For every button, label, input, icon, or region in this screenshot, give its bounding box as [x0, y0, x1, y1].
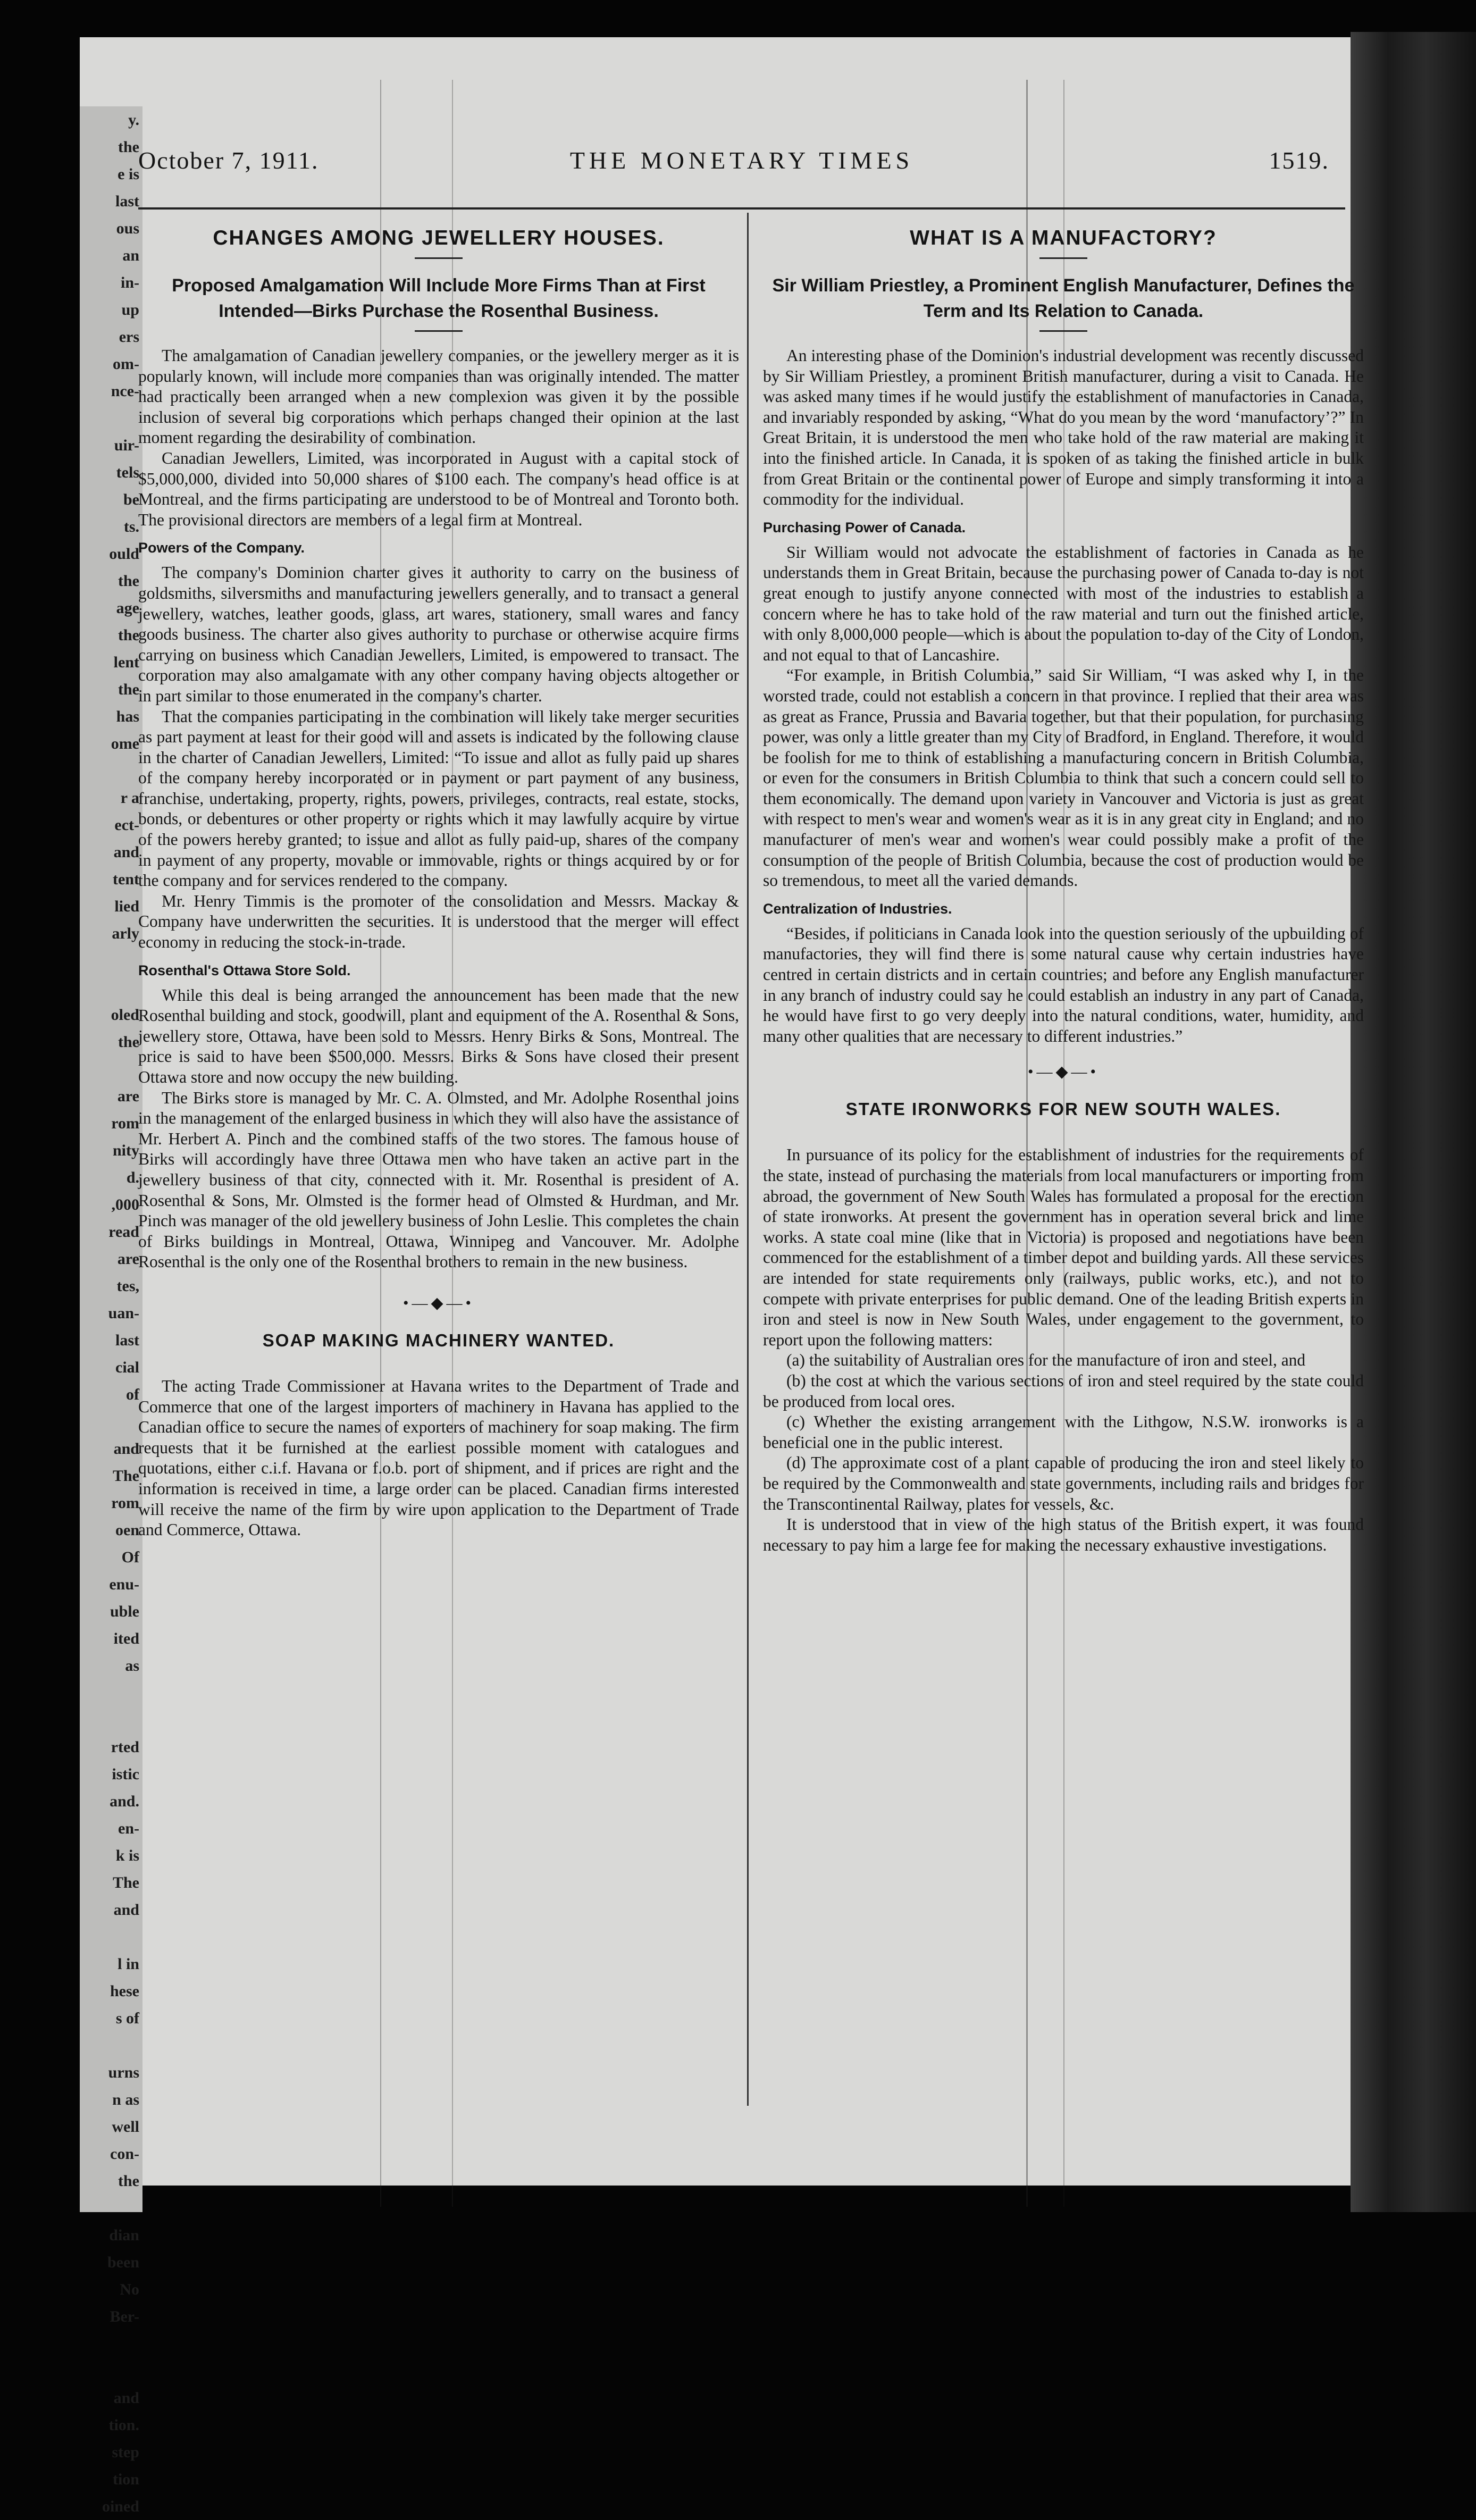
margin-fragment: om- [113, 355, 139, 373]
ornament-divider: •—◆—• [402, 1294, 475, 1312]
margin-fragment: tion [112, 2471, 139, 2488]
margin-fragment: The [112, 1874, 139, 1891]
margin-fragment: No [120, 2281, 139, 2298]
list-item: (a) the suitability of Australian ores for the manufacture of iron and steel, and [786, 1351, 1306, 1370]
column-divider [747, 213, 749, 2106]
deck: Proposed Amalgamation Will Include More Firms Than at First Intended—Birks Purchase the Rosenthal Business. [172, 275, 706, 321]
book-spine-edge [1351, 32, 1476, 2212]
margin-fragment: d. [126, 1169, 139, 1186]
margin-fragment: tion. [108, 2416, 139, 2434]
margin-fragment: dian [109, 2226, 139, 2244]
paragraph: The amalgamation of Canadian jewellery companies, or the jewellery merger as it is popularly known, will include more companies than was originally intended. The matter had practically been arranged when a new complexion was given it by the possible inclusion of several big corporations which perhaps changed their opinion at the last moment regarding the desirability of combination. [138, 346, 739, 447]
margin-fragment: k is [115, 1847, 139, 1864]
margin-fragment: the [118, 138, 139, 156]
margin-fragment: en- [118, 1820, 139, 1837]
paragraph: The company's Dominion charter gives it authority to carry on the business of goldsmiths, silversmiths and manufacturing jewellers generally, and to transact a general jewellery, watches, leather goods, glass, art wares, stationery, small wares and fancy goods business. The charter also gives authority to purchase or otherwise acquire firms carrying on business which Canadian Jewellers, Limited, is empowered to transact. The corporation may also amalgamate with any other company having objects altogether or in part similar to those enumerated in the company's charter. [138, 563, 739, 705]
adjacent-page-fragment [80, 106, 142, 2515]
margin-fragment: y. [128, 111, 139, 129]
margin-fragment: the [118, 626, 139, 644]
margin-fragment: are [117, 1250, 139, 1268]
margin-fragment: uble [110, 1603, 139, 1620]
margin-fragment: and [113, 1901, 139, 1919]
subhead: Purchasing Power of Canada. [763, 519, 966, 535]
short-rule [415, 330, 463, 332]
list-item: (c) Whether the existing arrangement with the Lithgow, N.S.W. ironworks is a beneficial one in the public interest. [763, 1412, 1364, 1452]
margin-fragment: lent [113, 654, 139, 671]
paragraph: Mr. Henry Timmis is the promoter of the consolidation and Messrs. Mackay & Company have underwritten the securities. It is understood that the merger will effect economy in reducing the stock-in-trade. [138, 891, 739, 952]
margin-fragment: s of [115, 2010, 139, 2027]
margin-fragment: oined [102, 2498, 139, 2515]
margin-fragment: Ber- [110, 2308, 139, 2325]
margin-fragment: n as [112, 2091, 139, 2108]
margin-fragment [80, 2357, 142, 2384]
publication-title: THE MONETARY TIMES [569, 147, 914, 174]
deck: Sir William Priestley, a Prominent English Manufacturer, Defines the Term and Its Relation to Canada. [772, 275, 1355, 321]
margin-fragment: rted [111, 1738, 139, 1756]
headline: SOAP MAKING MACHINERY WANTED. [262, 1330, 615, 1350]
masthead-rule [138, 207, 1345, 210]
margin-fragment: and. [110, 1793, 139, 1810]
margin-fragment: oen [115, 1521, 139, 1539]
left-column [138, 223, 739, 1541]
margin-fragment: arly [112, 925, 139, 942]
margin-fragment [80, 1706, 142, 1734]
margin-fragment [80, 1923, 142, 1950]
film-scratch [380, 80, 381, 2207]
margin-fragment: oled [111, 1006, 139, 1024]
subhead: Powers of the Company. [138, 540, 305, 556]
issue-date: October 7, 1911. [138, 147, 319, 174]
margin-fragment: ect- [114, 816, 139, 834]
margin-fragment: read [108, 1223, 139, 1241]
margin-fragment: ,000 [111, 1196, 139, 1213]
paragraph: In pursuance of its policy for the establishment of industries for the requirements of the state, instead of purchasing the materials from local manufacturers or importing from abroad, the government of New South Wales has formulated a proposal for the erection of state ironworks. At present the government has in operation several brick and lime works. A state coal mine (like that in Victoria) is proposed and negotiations have been commenced for the establishment of a timber depot and building yards. All these services are intended for state requirements only (railways, public works, etc.), and not to compete with private enterprises for public demand. One of the leading British experts in iron and steel is now in New South Wales, under engagement to the government, to report upon the following matters: [763, 1145, 1364, 1349]
margin-fragment: uan- [108, 1304, 139, 1322]
margin-fragment: hese [110, 1982, 139, 2000]
margin-fragment: nce- [111, 382, 139, 400]
margin-fragment: the [118, 1033, 139, 1051]
margin-fragment: age [116, 599, 139, 617]
margin-fragment: has [116, 708, 139, 725]
margin-fragment: cial [115, 1359, 139, 1376]
paragraph: The Birks store is managed by Mr. C. A. Olmsted, and Mr. Adolphe Rosenthal joins in the management of the enlarged business in which they will also have the assistance of Mr. Herbert A. Pinch and the combined staffs of the two stores. The famous house of Birks will accordingly have three Ottawa men who have taken an active part in the jewellery business of that city, connected with it. Mr. Rosenthal is president of A. Rosenthal & Sons, Mr. Olmsted is the former head of Olmsted & Hurdman, and Mr. Pinch was manager of the old jewellery business of John Leslie. This completes the chain of Birks buildings in Montreal, Ottawa, Winnipeg and Vancouver. Mr. Adolphe Rosenthal is the only one of the Rosenthal brothers to remain in the new business. [138, 1088, 739, 1271]
margin-fragment: ould [109, 545, 139, 563]
margin-fragment: and [113, 843, 139, 861]
masthead [138, 146, 1345, 183]
subhead: Centralization of Industries. [763, 900, 952, 917]
subhead: Rosenthal's Ottawa Store Sold. [138, 962, 351, 978]
margin-fragment: an [122, 247, 139, 264]
margin-fragment [80, 1056, 142, 1083]
film-scratch [1026, 80, 1028, 2207]
short-rule [415, 257, 463, 259]
paragraph: While this deal is being arranged the announcement has been made that the new Rosenthal building and stock, goodwill, plant and equipment of the A. Rosenthal & Sons, jewellery store, Ottawa, have been sold to Messrs. Henry Birks & Sons, Montreal. The price is said to have been $500,000. Messrs. Birks & Sons have closed their present Ottawa store and now occupy the new building. [138, 985, 739, 1086]
margin-fragment: the [118, 572, 139, 590]
margin-fragment: well [112, 2118, 139, 2136]
margin-fragment: e is [118, 165, 139, 183]
margin-fragment: nity [112, 1142, 139, 1159]
margin-fragment: ts. [123, 518, 139, 535]
headline: STATE IRONWORKS FOR NEW SOUTH WALES. [845, 1099, 1281, 1119]
margin-fragment: of [126, 1386, 139, 1403]
film-scratch [452, 80, 453, 2207]
margin-fragment: are [117, 1087, 139, 1105]
margin-fragment: and [113, 2389, 139, 2407]
margin-fragment: istic [112, 1765, 139, 1783]
headline: CHANGES AMONG JEWELLERY HOUSES. [213, 227, 665, 249]
margin-fragment: tels [116, 464, 139, 481]
margin-fragment: l in [118, 1955, 139, 1973]
margin-fragment: Of [121, 1548, 139, 1566]
margin-fragment [80, 947, 142, 974]
margin-fragment: uir- [114, 437, 139, 454]
margin-fragment: con- [110, 2145, 139, 2163]
film-scratch [1063, 80, 1064, 2207]
margin-fragment: ous [116, 220, 139, 237]
margin-fragment: as [125, 1657, 139, 1675]
margin-fragment: been [107, 2254, 139, 2271]
margin-fragment: rom [111, 1115, 139, 1132]
margin-fragment [80, 2195, 142, 2222]
margin-fragment: and [113, 1440, 139, 1458]
paragraph: An interesting phase of the Dominion's industrial development was recently discussed by Sir William Priestley, a prominent British manufacturer, during a visit to Canada. He was asked many times if he would justify the establishment of manufactories in Canada, and invariably responded by asking, “What do you mean by the word ‘manufactory’?” In Great Britain, it is understood the men who take hold of the raw material are making it into the finished article. In Canada, it is spoken of as taking the finished article in bulk from Great Britain or the continental power of Europe and simply transforming it into a commodity for the individual. [763, 346, 1364, 509]
paragraph: Sir William would not advocate the establishment of factories in Canada as he understands them in Great Britain, because the purchasing power of Canada to-day is not great enough to justify anyone connected with most of the industries to establish a concern where he has to take hold of the raw material and turn out the finished article, with only 8,000,000 people—which is about the population to-day of the City of London, and not equal to that of Lancashire. [763, 542, 1364, 664]
margin-fragment: be [123, 491, 139, 508]
paragraph: That the companies participating in the combination will likely take merger securities as part payment at least for their good will and assets is indicated by the following clause in the charter of Canadian Jewellers, Limited: “To issue and allot as fully paid up shares of the company hereby incorporated or in payment or part payment of any business, franchise, undertaking, property, rights, powers, privileges, contracts, real estate, stocks, bonds, or debentures or other property or rights which it may lawfully acquire by virtue of the powers hereby granted; to issue and allot as fully paid-up, shares of the company in payment of any property, movable or immovable, rights or things acquired by or for the company and for services rendered to the company. [138, 707, 739, 890]
margin-fragment: ome [111, 735, 139, 752]
margin-fragment: ers [119, 328, 139, 346]
margin-fragment: ited [113, 1630, 139, 1647]
ornament-divider: •—◆—• [1027, 1063, 1100, 1081]
margin-fragment: The [112, 1467, 139, 1485]
article-jewellery [138, 227, 739, 1272]
margin-fragment: the [118, 2172, 139, 2190]
margin-fragment [80, 405, 142, 432]
newspaper-page [80, 37, 1364, 2515]
article-soap-machinery [138, 1330, 739, 1541]
margin-fragment: up [121, 301, 139, 319]
page-number: 1519. [1269, 147, 1329, 174]
paragraph: “For example, in British Columbia,” said Sir William, “I was asked why I, in the worsted trade, could not establish a concern in that province. I replied that their area was as great as France, Prussia and Bavaria together, but that their population, for purchasing power, was only a little greater than my City of Bradford, in England. Therefore, it would be foolish for me to think of establishing a manufacturing concern in British Columbia, or even for the consumers in British Columbia to think that such a concern could sell to them economically. The demand upon variety in Vancouver and Victoria is just as great with respect to men's wear and women's wear as it is in any great city in England; and no manufacturer of men's wear and women's wear could possibly make a profit of the consumption of the people of British Columbia, because the cost of production would be so tremendous, to meet all the varied demands. [763, 666, 1364, 890]
margin-fragment: lied [114, 898, 139, 915]
margin-fragment [80, 1679, 142, 1706]
paragraph: Canadian Jewellers, Limited, was incorporated in August with a capital stock of $5,000,000, divided into 50,000 shares of $100 each. The company's head office is at Montreal, and the firms participating are understood to be of Montreal and Toronto both. The provisional directors are members of a legal firm at Montreal. [138, 448, 739, 529]
margin-fragment [80, 2330, 142, 2357]
margin-fragment: tes, [116, 1277, 139, 1295]
margin-fragment: enu- [109, 1576, 139, 1593]
list-item: (d) The approximate cost of a plant capable of producing the iron and steel likely to be required by the Commonwealth and state governments, including rails and bridges for the Transcontinental Railway, plates for vessels, &c. [763, 1453, 1364, 1513]
margin-fragment: last [115, 1332, 139, 1349]
paragraph: It is understood that in view of the high status of the British expert, it was found necessary to pay him a large fee for making the necessary exhaustive investigations. [763, 1515, 1364, 1554]
margin-fragment: r a [120, 789, 139, 807]
margin-fragment: rom [111, 1494, 139, 1512]
margin-fragment [80, 974, 142, 1001]
headline: WHAT IS A MANUFACTORY? [910, 227, 1217, 249]
margin-fragment: last [115, 192, 139, 210]
margin-fragment: in- [120, 274, 139, 291]
margin-fragment: tent [113, 870, 139, 888]
paragraph: “Besides, if politicians in Canada look into the question seriously of the upbuilding of manufactories, they will find there is some natural cause why certain industries have centred in certain districts and in certain countries; and before any English manufacturer in any branch of industry could say he could establish an industry in any part of Canada, he would have first to go very deeply into the natural conditions, water, humidity, and many other qualities that are necessary to different industries.” [763, 924, 1364, 1045]
margin-fragment: step [112, 2443, 139, 2461]
paragraph: The acting Trade Commissioner at Havana writes to the Department of Trade and Commerce that one of the largest importers of machinery in Havana has applied to the Canadian office to secure the names of exporters of machinery for soap making. The firm requests that it be furnished at the earliest possible moment with catalogues and quotations, either c.i.f. Havana or f.o.b. port of shipment, and if prices are right and the information is received in time, a large order can be placed. Canadian firms interested will receive the name of the firm by wire upon application to the Department of Trade and Commerce, Ottawa. [138, 1376, 739, 1539]
list-item: (b) the cost at which the various sections of iron and steel required by the state could be produced from local ores. [763, 1371, 1364, 1411]
margin-fragment: the [118, 681, 139, 698]
margin-fragment [80, 757, 142, 784]
margin-fragment [80, 1408, 142, 1435]
margin-fragment [80, 2032, 142, 2059]
margin-fragment: urns [108, 2064, 139, 2081]
